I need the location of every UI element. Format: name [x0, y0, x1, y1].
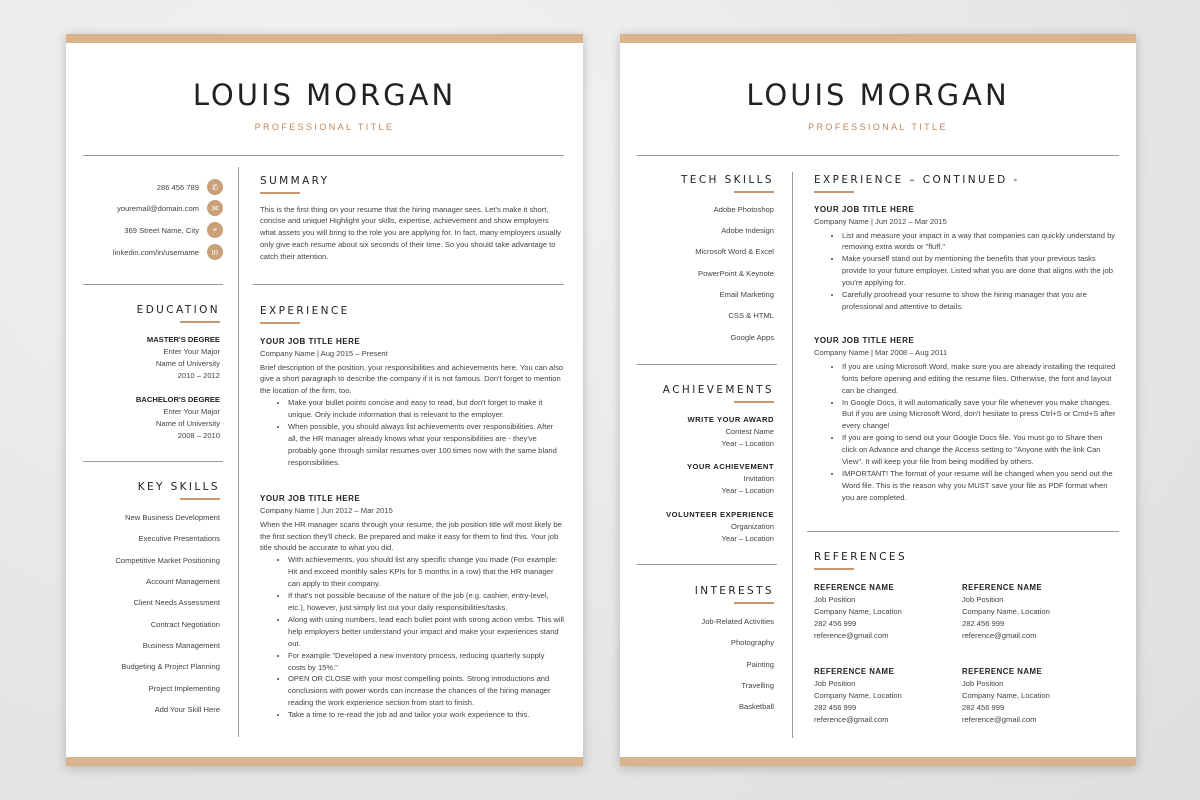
job-company: Company Name | Mar 2008 – Aug 2011 — [814, 347, 948, 357]
skill-item: Contract Negotiation — [150, 620, 220, 629]
reference-card: REFERENCE NAME Job Position Company Name, Location 282 456 999 reference@gmail.com — [814, 583, 902, 640]
key-skills-heading: KEY SKILLS — [137, 481, 220, 493]
left-divider-2 — [637, 564, 777, 565]
job-entry — [260, 336, 564, 469]
references-underline — [814, 568, 854, 570]
bullet-item: • List and measure your impact in a way that companies can quickly understand by removing extra words or "fluff." — [842, 230, 1118, 254]
skill-item: Client Needs Assessment — [133, 598, 220, 607]
skill-item: Add Your Skill Here — [154, 705, 220, 714]
interests-section — [637, 585, 774, 715]
experience-underline — [260, 322, 300, 324]
top-accent-band — [66, 34, 583, 43]
bullet-item: • Along with using numbers, lead each bullet point with strong action verbs. This will help employers better understand your impact and make your experiences stand out. — [288, 614, 564, 650]
linkedin-icon: in — [207, 244, 223, 260]
education-entry: BACHELOR'S DEGREE Enter Your Major Name of University 2008 – 2010 — [135, 395, 220, 440]
interests-heading: INTERESTS — [694, 585, 774, 597]
skill-item: New Business Development — [125, 513, 220, 522]
key-skills-underline — [180, 498, 220, 500]
education-heading: EDUCATION — [136, 304, 220, 316]
tech-skills-underline — [734, 191, 774, 193]
experience-continued-underline — [814, 191, 854, 193]
contact-address: 369 Street Name, City ⌖ — [124, 222, 223, 238]
tech-skill-item: Email Marketing — [719, 290, 774, 299]
header-divider — [83, 155, 564, 156]
bullet-item: • If that's not possible because of the nature of the job (e.g. cashier, entry-level, etc.), however, just simply list out your daily responsibilities/tasks. — [288, 590, 564, 614]
skill-item: Project Implementing — [148, 684, 220, 693]
job-title: YOUR JOB TITLE HERE — [260, 336, 361, 346]
bullet-item: • Take a time to re-read the job ad and tailor your work experience to this. — [288, 709, 564, 721]
professional-title: PROFESSIONAL TITLE — [808, 122, 948, 132]
right-divider-1 — [253, 284, 564, 285]
left-divider-1 — [83, 284, 223, 285]
tech-skill-item: CSS & HTML — [728, 311, 774, 320]
interest-item: Painting — [746, 660, 774, 669]
header-divider — [637, 155, 1119, 156]
experience-continued-heading: EXPERIENCE – CONTINUED - — [814, 174, 1020, 186]
job-entry — [260, 493, 564, 721]
resume-name: LOUIS MORGAN — [192, 78, 457, 112]
key-skills-section — [83, 481, 220, 721]
bullet-item: • OPEN OR CLOSE with your most compelling points. Strong introductions and conclusions with power words can increase the chances of the hiring manager reading the work experience section from start to finish. — [288, 673, 564, 709]
top-accent-band — [620, 34, 1136, 43]
achievement-entry: VOLUNTEER EXPERIENCE Organization Year – Location — [666, 510, 774, 543]
email-icon: ✉ — [207, 200, 223, 216]
resume-page-1 — [66, 34, 583, 766]
right-divider-1 — [807, 531, 1119, 532]
summary-section — [260, 175, 562, 263]
column-divider — [792, 172, 793, 738]
job-description: Brief description of the position, your responsibilities and achievements here. You can also give a short paragraph to describe the company if it is not famous. Don't forget to mention the location of the firm, too. — [260, 362, 564, 396]
bottom-accent-band — [66, 757, 583, 766]
job-title: YOUR JOB TITLE HERE — [814, 335, 915, 345]
bullet-item: • IMPORTANT! The format of your resume will be changed when you send out the Word file. This is the reason why you MUST save your file as PDF format when you are completed. — [842, 468, 1118, 504]
bullet-item: • In Google Docs, it will automatically save your file whenever you make changes. But if you are using Microsoft Word, don't hesitate to press Ctrl+S or Cmd+S after every change! — [842, 397, 1118, 433]
interest-item: Basketball — [738, 702, 774, 711]
education-underline — [180, 321, 220, 323]
interest-item: Photography — [730, 638, 774, 647]
phone-icon: ✆ — [207, 179, 223, 195]
bullet-item: • If you are using Microsoft Word, make sure you are already installing the required fonts before opening and editing the resume files. Otherwise, the font and layout can be changed. — [842, 361, 1118, 397]
summary-heading: SUMMARY — [260, 175, 330, 187]
education-entry: MASTER'S DEGREE Enter Your Major Name of University 2010 – 2012 — [146, 335, 220, 380]
bullet-item: • For example "Developed a new inventory process, reducing quarterly supply costs by 15%." — [288, 650, 564, 674]
skill-item: Account Management — [146, 577, 220, 586]
tech-skill-item: Google Apps — [730, 333, 774, 342]
reference-card: REFERENCE NAME Job Position Company Name, Location 282 456 999 reference@gmail.com — [814, 667, 902, 724]
bullet-item: • Make your bullet points concise and easy to read, but don't forget to make it unique. Only include information that is relevant to the employer. — [288, 397, 564, 421]
interest-item: Travelling — [741, 681, 774, 690]
job-bullets — [260, 397, 564, 468]
tech-skill-item: Adobe Photoshop — [713, 205, 774, 214]
bottom-accent-band — [620, 757, 1136, 766]
job-entry — [814, 335, 1118, 504]
tech-skills-heading: TECH SKILLS — [680, 174, 774, 186]
bullet-item: • With achievements, you should list any specific change you made (For example: Hit and exceed monthly sales KPIs for 5 months in a row) that the HR manager can apply to their company. — [288, 554, 564, 590]
references-section — [814, 551, 1118, 751]
contact-email: youremail@domain.com ✉ — [117, 200, 223, 216]
experience-section — [260, 305, 564, 721]
job-title: YOUR JOB TITLE HERE — [814, 204, 915, 214]
tech-skill-item: Adobe Indesign — [721, 226, 774, 235]
job-bullets — [260, 554, 564, 721]
achievement-entry: YOUR ACHIEVEMENT Invitation Year – Location — [686, 462, 774, 495]
interest-item: Job-Related Activities — [701, 617, 774, 626]
interests-underline — [734, 602, 774, 604]
job-company: Company Name | Aug 2015 – Present — [260, 348, 388, 358]
contact-phone: 286 456 789 ✆ — [157, 179, 223, 195]
resume-page-2 — [620, 34, 1136, 766]
left-divider-2 — [83, 461, 223, 462]
job-description: When the HR manager scans through your resume, the job position title will most likely be the first section they'll check. Be prepared and make it easy for them to find this. Your job title should be accurate to what you did. — [260, 519, 562, 553]
tech-skill-item: PowerPoint & Keynote — [698, 269, 774, 278]
column-divider — [238, 167, 239, 737]
reference-card: REFERENCE NAME Job Position Company Name, Location 282 456 999 reference@gmail.com — [962, 583, 1050, 640]
professional-title: PROFESSIONAL TITLE — [254, 122, 395, 132]
bullet-item: • If you are going to send out your Google Docs file. You must go to Share then click on Advance and change the Access setting to "Anyone with the link Can View". It will keep your file from being modified by others. — [842, 432, 1118, 468]
references-heading: REFERENCES — [814, 551, 908, 563]
job-bullets — [814, 230, 1118, 313]
job-company: Company Name | Jun 2012 – Mar 2015 — [260, 505, 393, 515]
experience-heading: EXPERIENCE — [260, 305, 350, 317]
skill-item: Business Management — [142, 641, 220, 650]
job-title: YOUR JOB TITLE HERE — [260, 493, 361, 503]
skill-item: Budgeting & Project Planning — [121, 662, 220, 671]
job-company: Company Name | Jun 2012 – Mar 2015 — [814, 216, 947, 226]
reference-card: REFERENCE NAME Job Position Company Name, Location 282 456 999 reference@gmail.com — [962, 667, 1050, 724]
bullet-item: • Make yourself stand out by mentioning the benefits that your previous tasks provide to your future employer. Listed what you are done that aligns with the job you're applying for. — [842, 253, 1118, 289]
skill-item: Executive Presentations — [138, 534, 220, 543]
tech-skills-section — [637, 174, 774, 344]
achievements-section — [637, 384, 774, 554]
job-bullets — [814, 361, 1118, 504]
skill-item: Competitive Market Positioning — [115, 556, 220, 565]
summary-text: This is the first thing on your resume that the hiring manager sees. Let's make it short, concise and unique! Highlight your skills, expertise, achievement and show employers what assets you will bring to the role you are applying for. In fact, many employers usually only give each resume about six seconds of their time. So you should take advantage to catch their attention. — [260, 204, 561, 262]
achievements-underline — [734, 401, 774, 403]
bullet-item: • When possible, you should always list achievements over responsibilities. After all, the HR manager already knows what your responsibilities are - they've probably gone through similar resumes over 100 times now with the same bland responsibilities. — [288, 421, 564, 469]
bullet-item: • Carefully proofread your resume to show the hiring manager that you are professional and attentive to details. — [842, 289, 1118, 313]
left-divider-1 — [637, 364, 777, 365]
job-entry — [814, 204, 1118, 313]
experience-continued-section — [814, 174, 1118, 504]
summary-underline — [260, 192, 300, 194]
location-icon: ⌖ — [207, 222, 223, 238]
contact-linkedin: linkedin.com/in/username in — [113, 244, 223, 260]
achievement-entry: WRITE YOUR AWARD Contest Name Year – Location — [687, 415, 774, 448]
tech-skill-item: Microsoft Word & Excel — [695, 247, 774, 256]
education-section — [83, 304, 220, 444]
contact-block — [83, 179, 223, 259]
resume-name: LOUIS MORGAN — [746, 78, 1010, 112]
achievements-heading: ACHIEVEMENTS — [662, 384, 774, 396]
